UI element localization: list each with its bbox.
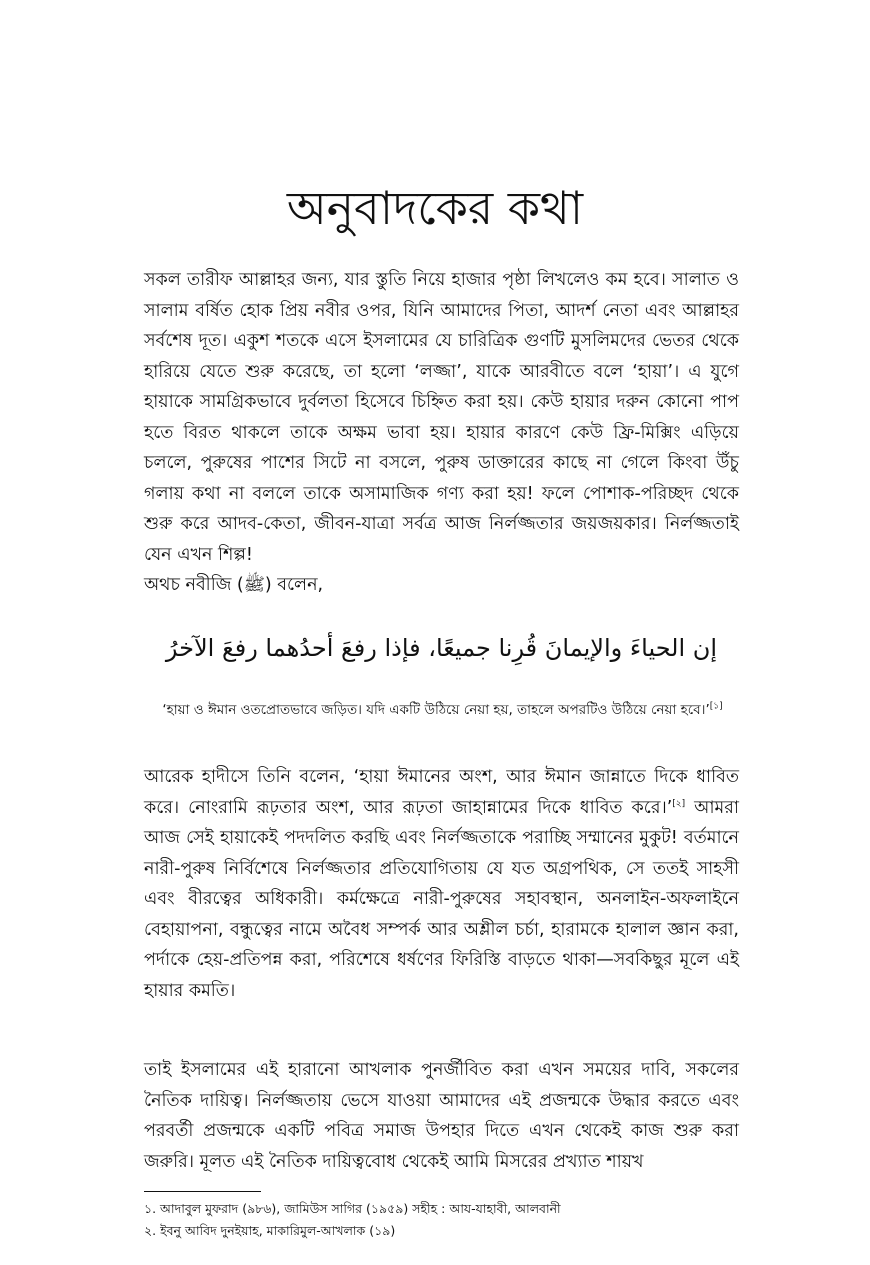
paragraph-second-start: আরেক হাদীসে তিনি বলেন, ‘হায়া ঈমানের অংশ, আর ঈমান জান্নাতে দিকে ধাবিত করে। নোংরামি রূঢ়তার অংশ, আর রূঢ়তা জাহান্নামের দিকে ধাবিত করে।’ <box>144 767 739 818</box>
footnote-2: ২. ইবনু আবিদ দুনইয়াহ, মাকারিমুল-আখলাক (১৯) <box>144 1223 396 1238</box>
page-title: অনুবাদকের কথা <box>286 181 584 235</box>
paragraph-second <box>144 762 739 1006</box>
footnote-ref-2: [২] <box>672 798 686 809</box>
footnote-1: ১. আদাবুল মুফরাদ (৯৮৬), জামিউস সাগির (১৯৫৯) সহীহ : আয-যাহাবী, আলবানী <box>144 1201 561 1216</box>
paragraph-third-text: তাই ইসলামের এই হারানো আখলাক পুনর্জীবিত করা এখন সময়ের দাবি, সকলের নৈতিক দায়িত্ব। নির্লজ্জতায় ভেসে যাওয়া আমাদের এই প্রজন্মকে উদ্ধার করতে এবং পরবর্তী প্রজন্মকে একটি পবিত্র সমাজ উপহার দিতে এখন থেকেই কাজ শুরু করা জরুরি। মূলত এই নৈতিক দায়িত্ববোধ থেকেই আমি মিসরের প্রখ্যাত শায়খ <box>144 1060 739 1172</box>
paragraph-intro-tail: অথচ নবীজি (ﷺ) বলেন, <box>144 575 324 595</box>
paragraph-intro-text: সকল তারীফ আল্লাহর জন্য, যার স্তুতি নিয়ে হাজার পৃষ্ঠা লিখলেও কম হবে। সালাত ও সালাম বর্ষিত হোক প্রিয় নবীর ওপর, যিনি আমাদের পিতা, আদর্শ নেতা এবং আল্লাহর সর্বশেষ দূত। একুশ শতকে এসে ইসলামের যে চারিত্রিক গুণটি মুসলিমদের ভেতর থেকে হারিয়ে যেতে শুরু করেছে, তা হলো ‘লজ্জা’, যাকে আরবীতে বলে ‘হায়া’। এ যুগে হায়াকে সামগ্রিকভাবে দুর্বলতা হিসেবে চিহ্নিত করা হয়। কেউ হায়ার দরুন কোনো পাপ হতে বিরত থাকলে তাকে অক্ষম ভাবা হয়। হায়ার কারণে কেউ ফ্রি-মিক্সিং এড়িয়ে চললে, পুরুষের পাশের সিটে না বসলে, পুরুষ ডাক্তারের কাছে না গেলে কিংবা উঁচু গলায় কথা না বললে তাকে অসামাজিক গণ্য করা হয়! ফলে পোশাক-পরিচ্ছদ থেকে শুরু করে আদব-কেতা, জীবন-যাত্রা সর্বত্র আজ নির্লজ্জতার জয়জয়কার। নির্লজ্জতাই যেন এখন শিল্প! <box>144 270 739 565</box>
arabic-hadith: إن الحياءَ والإيمانَ قُرِنا جميعًا، فإذا رفعَ أحدُهما رفعَ الآخرُ <box>165 634 718 662</box>
paragraph-third <box>144 1055 739 1177</box>
footnote-divider <box>144 1191 261 1192</box>
paragraph-second-cont: আমরা আজ সেই হায়াকেই পদদলিত করছি এবং নির্লজ্জতাকে পরাচ্ছি সম্মানের মুকুট! বর্তমানে নারী-পুরুষ নির্বিশেষে নির্লজ্জতার প্রতিযোগিতায় যে যত অগ্রপথিক, সে ততই সাহসী এবং বীরত্বের অধিকারী। কর্মক্ষেত্রে নারী-পুরুষের সহাবস্থান, অনলাইন-অফলাইনে বেহায়াপনা, বন্ধুত্বের নামে অবৈধ সম্পর্ক আর অশ্লীল চর্চা, হারামকে হালাল জ্ঞান করা, পর্দাকে হেয়-প্রতিপন্ন করা, পরিশেষে ধর্ষণের ফিরিস্তি বাড়তে থাকা—সবকিছুর মূলে এই হায়ার কমতি। <box>144 797 739 1001</box>
footnote-ref-1: [১] <box>709 701 723 712</box>
hadith-translation <box>160 697 725 723</box>
paragraph-intro <box>144 265 739 601</box>
hadith-translation-text: ‘হায়া ও ঈমান ওতপ্রোতভাবে জড়িত। যদি একটি উঠিয়ে নেয়া হয়, তাহলে অপরটিও উঠিয়ে নেয়া হবে।’ <box>162 702 710 718</box>
paragraph-second-text <box>144 762 739 1006</box>
footnotes <box>144 1198 739 1242</box>
